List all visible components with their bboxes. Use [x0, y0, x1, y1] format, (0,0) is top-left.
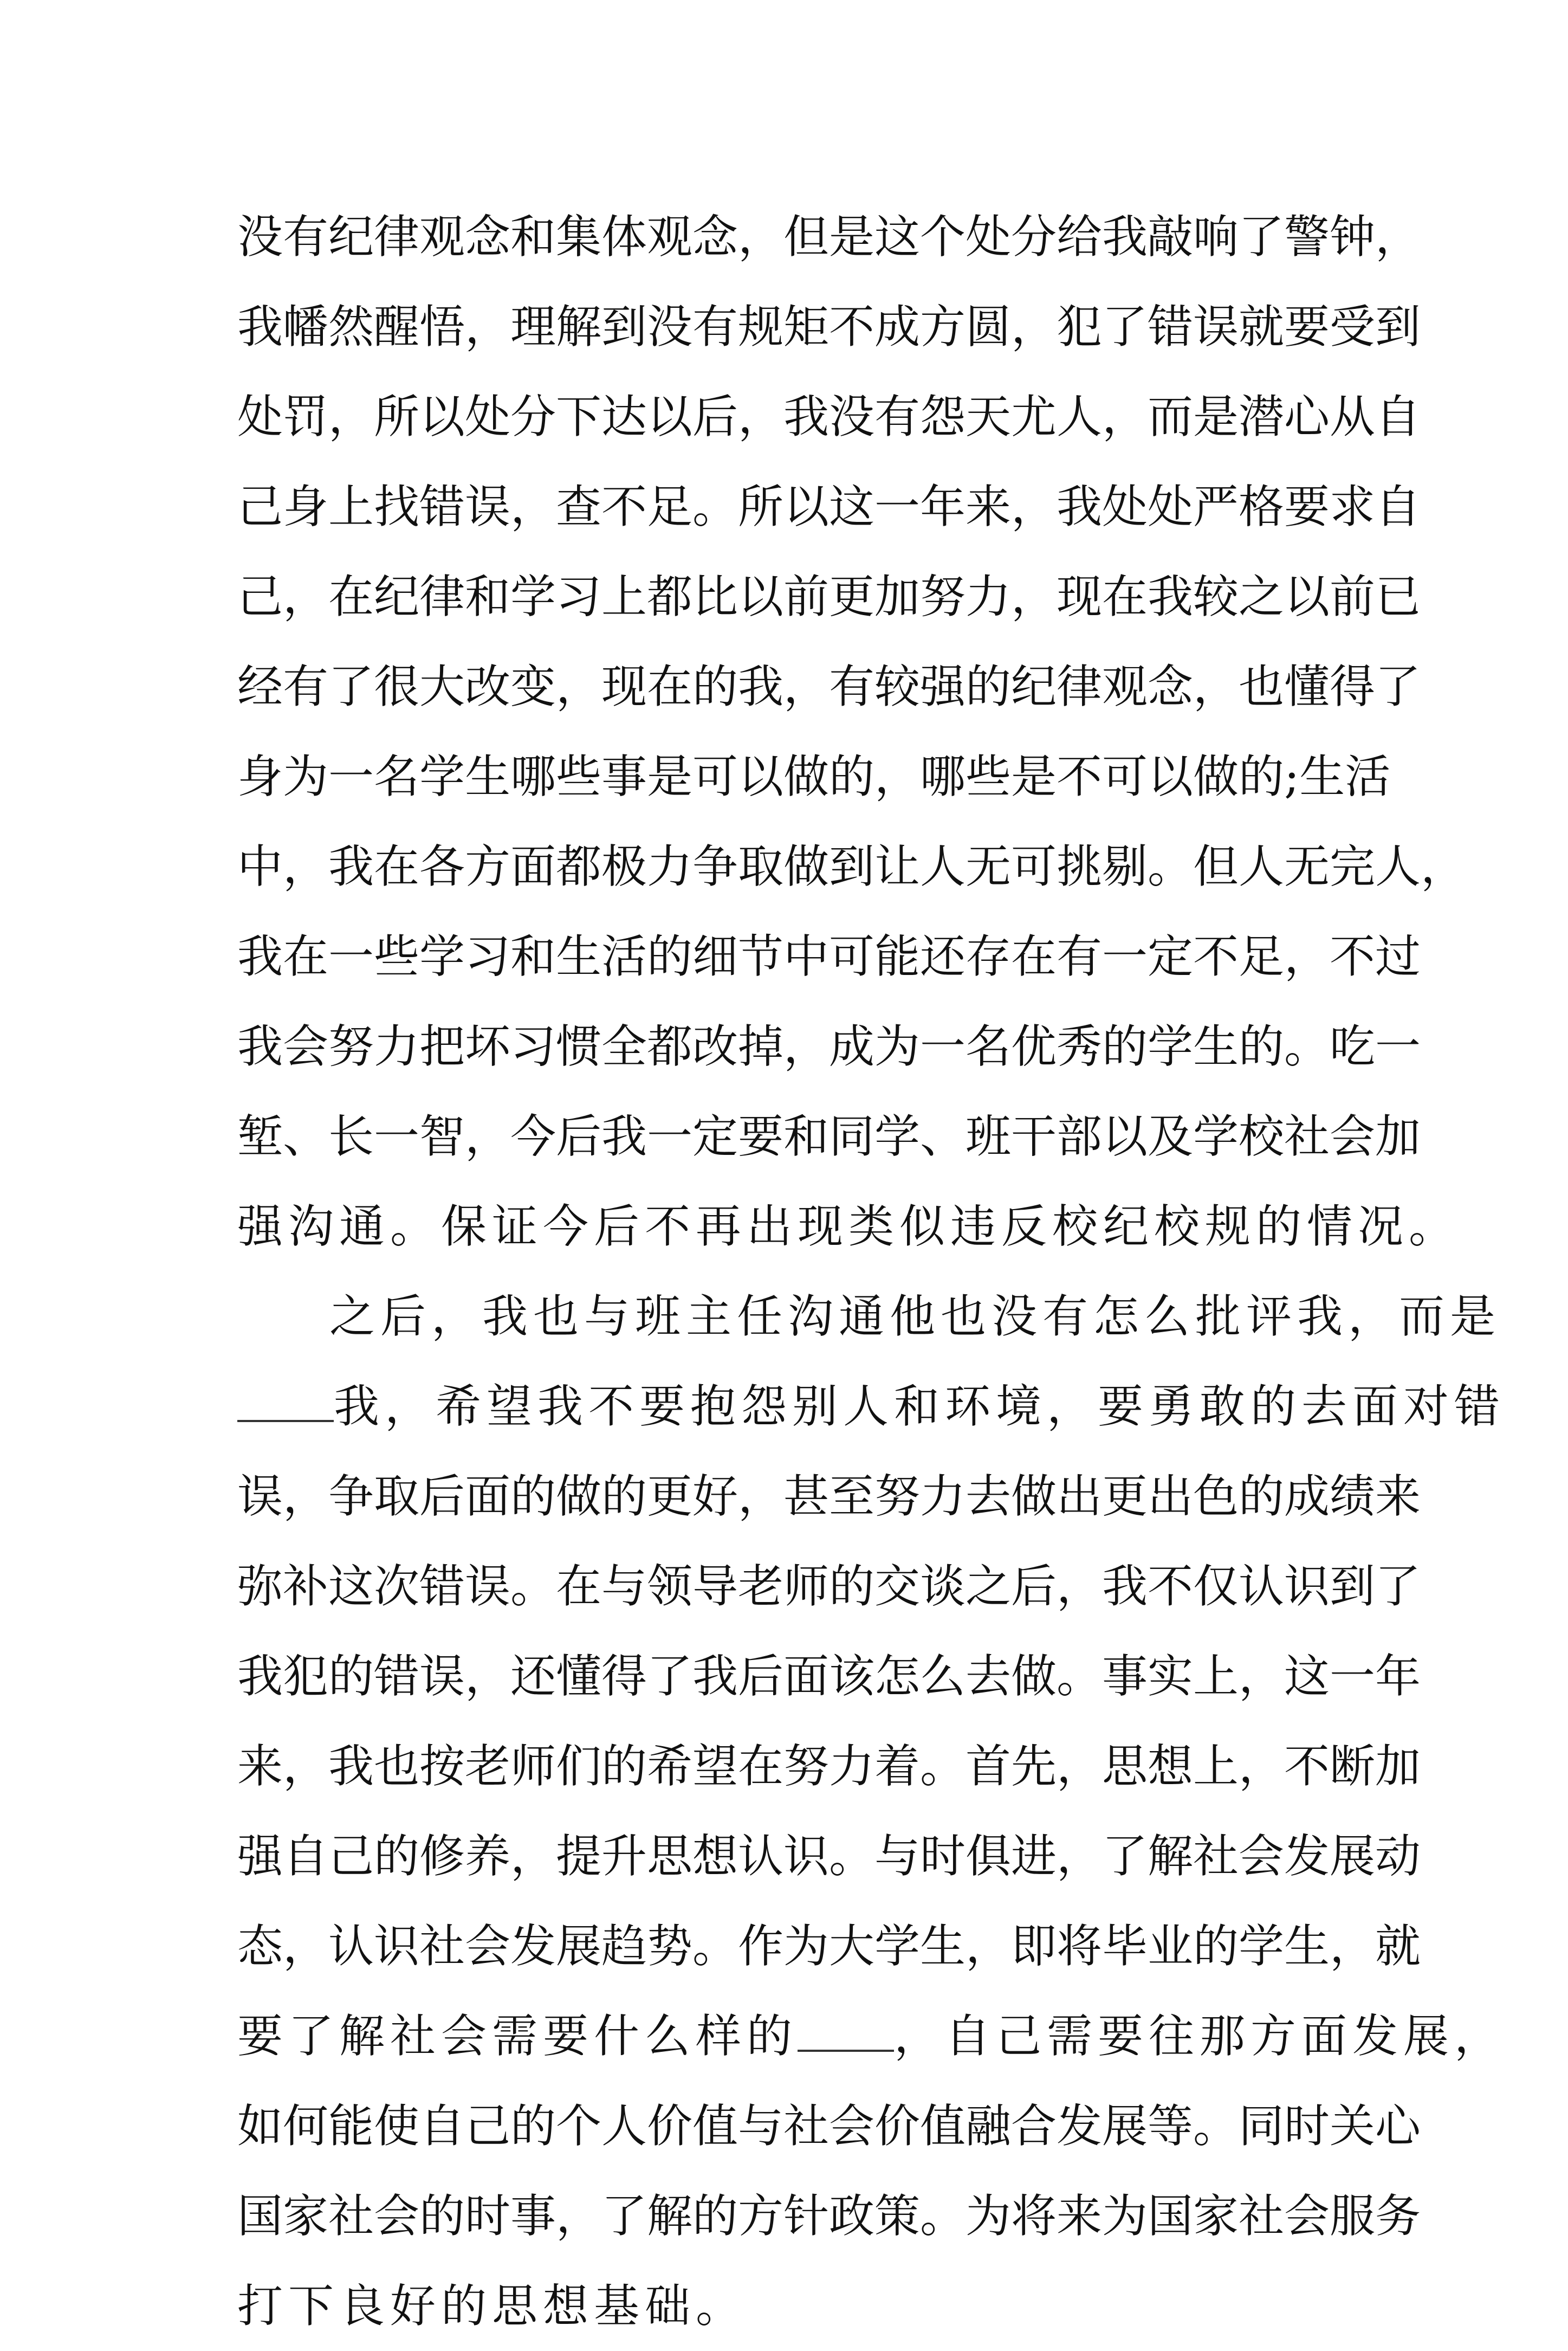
text-line [237, 1271, 1501, 1361]
text-line: 误，争取后面的做的更好，甚至努力去做出更出色的成绩来 [237, 1470, 1421, 1523]
text-line: 强沟通。保证今后不再出现类似违反校纪校规的情况。 [237, 1200, 1460, 1253]
text-line [237, 1361, 1506, 1451]
text-span: 我，希望我不要抱怨别人和环境，要勇敢的去面对错 [334, 1380, 1506, 1433]
text-span: 要了解社会需要什么样的 [237, 2010, 798, 2063]
text-line: 如何能使自己的个人价值与社会价值融合发展等。同时关心 [237, 2100, 1421, 2153]
text-line: 我犯的错误，还懂得了我后面该怎么去做。事实上，这一年 [237, 1650, 1421, 1703]
text-line [237, 1991, 1506, 2081]
text-line: 态，认识社会发展趋势。作为大学生，即将毕业的学生，就 [237, 1920, 1421, 1973]
text-line: 国家社会的时事，了解的方针政策。为将来为国家社会服务 [237, 2189, 1421, 2243]
text-span: 之后，我也与班主任沟通他也没有怎么批评我，而是 [329, 1290, 1501, 1343]
text-line: 没有纪律观念和集体观念，但是这个处分给我敲响了警钟， [237, 210, 1421, 263]
text-line: 己身上找错误，查不足。所以这一年来，我处处严格要求自 [237, 480, 1421, 533]
fill-in-blank [798, 2017, 894, 2052]
text-span: ，自己需要往那方面发展， [894, 2010, 1506, 2063]
text-line: 经有了很大改变，现在的我，有较强的纪律观念，也懂得了 [237, 660, 1421, 713]
text-line: 打下良好的思想基础。 [237, 2279, 747, 2333]
text-line: 弥补这次错误。在与领导老师的交谈之后，我不仅认识到了 [237, 1560, 1421, 1613]
text-line: 我会努力把坏习惯全都改掉，成为一名优秀的学生的。吃一 [237, 1020, 1421, 1073]
fill-in-blank [237, 1387, 334, 1422]
text-line: 身为一名学生哪些事是可以做的，哪些是不可以做的;生活 [237, 750, 1391, 803]
text-line: 强自己的修养，提升思想认识。与时俱进，了解社会发展动 [237, 1830, 1421, 1883]
text-line: 己，在纪律和学习上都比以前更加努力，现在我较之以前已 [237, 570, 1421, 623]
text-line: 来，我也按老师们的希望在努力着。首先，思想上，不断加 [237, 1740, 1421, 1793]
text-line: 我在一些学习和生活的细节中可能还存在有一定不足，不过 [237, 930, 1421, 983]
text-line: 我幡然醒悟，理解到没有规矩不成方圆，犯了错误就要受到 [237, 300, 1421, 353]
text-line: 堑、长一智，今后我一定要和同学、班干部以及学校社会加 [237, 1110, 1421, 1163]
text-line: 中，我在各方面都极力争取做到让人无可挑剔。但人无完人， [237, 840, 1467, 893]
text-line: 处罚，所以处分下达以后，我没有怨天尤人，而是潜心从自 [237, 390, 1421, 443]
body-text [237, 192, 1506, 2351]
